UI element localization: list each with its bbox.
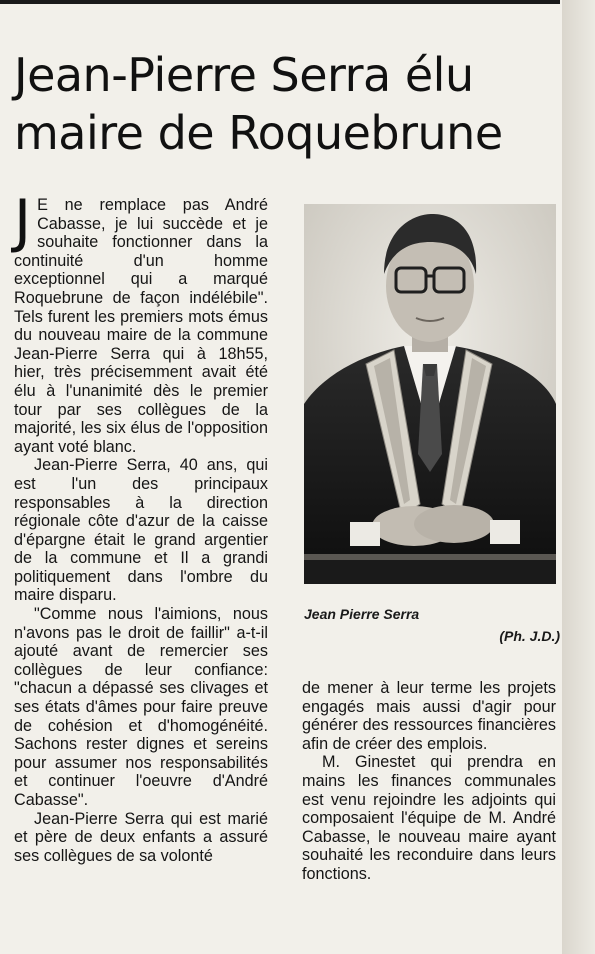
article-column-right — [302, 679, 556, 884]
article-paragraph-6: M. Ginestet qui prendra en mains les finances communales est venu rejoindre les adjoints qui composaient l'équipe de M. André Cabasse, le nouveau maire ayant souhaité les reconduire dans leurs fonctions. — [302, 753, 556, 883]
article-paragraph-3: "Comme nous l'aimions, nous n'avons pas le droit de faillir" a-t-il ajouté avant de remercier ses collègues de leur confiance: "chacun a dépassé ses clivages et ses états d'âmes pour faire preuve de cohésion et d'homogénéité. Sachons rester dignes et sereins pour assumer nos responsabilités et continuer l'oeuvre d'André Cabasse". — [14, 605, 268, 809]
article-paragraph-4: Jean-Pierre Serra qui est marié et père de deux enfants a assuré ses collègues de sa volonté — [14, 809, 268, 865]
caption-name: Jean Pierre Serra — [304, 606, 420, 622]
article-paragraph-2: Jean-Pierre Serra, 40 ans, qui est l'un des principaux responsables à la direction régionale côte d'azur de la caisse d'épargne était le grand argentier de la commune et Il a grandi politiquement dans l'ombre du maire disparu. — [14, 456, 268, 605]
portrait-photo — [304, 204, 556, 584]
portrait-illustration — [304, 204, 556, 584]
headline — [14, 46, 564, 162]
caption-credit: (Ph. J.D.) — [499, 628, 560, 644]
article-paragraph-1 — [14, 187, 268, 456]
headline-line-2: maire de Roquebrune — [14, 106, 503, 160]
paragraph-1-text: E ne remplace pas André Cabasse, je lui succède et je souhaite fonctionner dans la continuité d'un homme exceptionnel qui a marqué Roquebrune de façon indélébile". Tels furent les premiers mots émus du nouveau maire de la commune Jean-Pierre Serra qui à 18h55, hier, très précisemment avait été élu à l'unanimité dès le premier tour par ses collègues de la majorité, les six élus de l'opposition ayant voté blanc. — [14, 196, 268, 456]
page-edge — [562, 0, 595, 954]
article-paragraph-5: de mener à leur terme les projets engagés mais aussi d'agir pour générer des ressources financières afin de créer des emplois. — [302, 679, 556, 753]
top-rule — [0, 0, 560, 4]
drop-cap: J — [14, 187, 32, 255]
headline-line-1: Jean-Pierre Serra élu — [14, 48, 474, 102]
article-column-left — [14, 187, 268, 865]
